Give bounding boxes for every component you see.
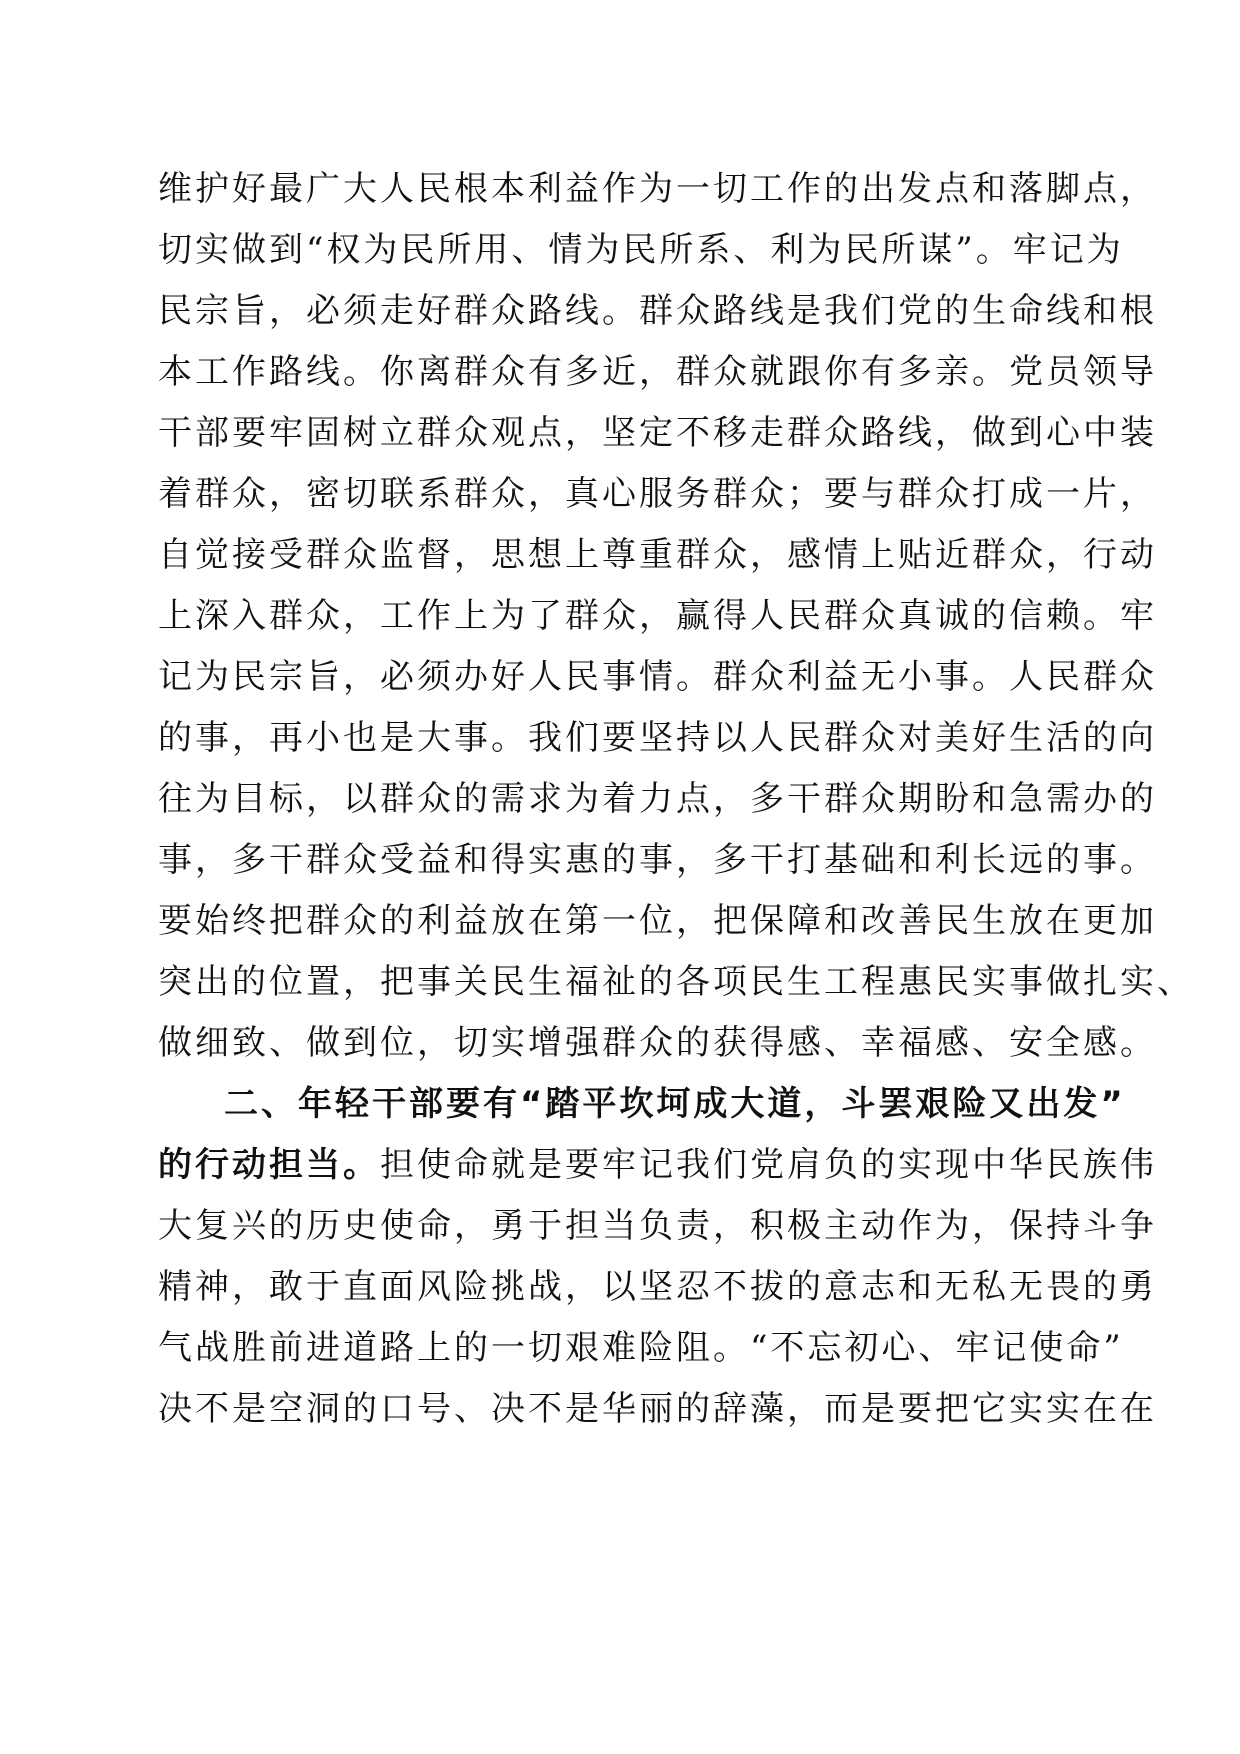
heading-continuation-text: 担使命就是要牢记我们党肩负的实现中华民族伟 bbox=[380, 1145, 1157, 1185]
paragraph-line: 事，多干群众受益和得实惠的事，多干打基础和利长远的事。 bbox=[158, 840, 1157, 880]
paragraph-line: 决不是空洞的口号、决不是华丽的辞藻，而是要把它实实在在 bbox=[158, 1389, 1157, 1429]
paragraph-line: 往为目标，以群众的需求为着力点，多干群众期盼和急需办的 bbox=[158, 779, 1157, 819]
paragraph-line: 着群众，密切联系群众，真心服务群众；要与群众打成一片， bbox=[158, 474, 1157, 514]
paragraph-line: 大复兴的历史使命，勇于担当负责，积极主动作为，保持斗争 bbox=[158, 1206, 1157, 1246]
heading-continuation-line bbox=[158, 1145, 1157, 1185]
paragraph-line: 切实做到“权为民所用、情为民所系、利为民所谋”。牢记为 bbox=[158, 230, 1124, 270]
paragraph-line: 上深入群众，工作上为了群众，赢得人民群众真诚的信赖。牢 bbox=[158, 596, 1157, 636]
paragraph-line: 维护好最广大人民根本利益作为一切工作的出发点和落脚点， bbox=[158, 169, 1157, 209]
paragraph-line: 精神，敢于直面风险挑战，以坚忍不拔的意志和无私无畏的勇 bbox=[158, 1267, 1157, 1307]
paragraph-line: 要始终把群众的利益放在第一位，把保障和改善民生放在更加 bbox=[158, 901, 1157, 941]
paragraph-line: 突出的位置，把事关民生福祉的各项民生工程惠民实事做扎实、 bbox=[158, 962, 1194, 1002]
paragraph-line: 做细致、做到位，切实增强群众的获得感、幸福感、安全感。 bbox=[158, 1023, 1157, 1063]
paragraph-line: 干部要牢固树立群众观点，坚定不移走群众路线，做到心中装 bbox=[158, 413, 1157, 453]
paragraph-line: 民宗旨，必须走好群众路线。群众路线是我们党的生命线和根 bbox=[158, 291, 1157, 331]
heading-continuation-bold: 的行动担当。 bbox=[158, 1145, 380, 1185]
paragraph-line: 本工作路线。你离群众有多近，群众就跟你有多亲。党员领导 bbox=[158, 352, 1157, 392]
paragraph-line: 气战胜前进道路上的一切艰难险阻。“不忘初心、牢记使命” bbox=[158, 1328, 1124, 1368]
section-heading: 二、年轻干部要有“踏平坎坷成大道，斗罢艰险又出发” bbox=[224, 1084, 1126, 1124]
paragraph-line: 的事，再小也是大事。我们要坚持以人民群众对美好生活的向 bbox=[158, 718, 1157, 758]
paragraph-line: 记为民宗旨，必须办好人民事情。群众利益无小事。人民群众 bbox=[158, 657, 1157, 697]
paragraph-line: 自觉接受群众监督，思想上尊重群众，感情上贴近群众，行动 bbox=[158, 535, 1157, 575]
